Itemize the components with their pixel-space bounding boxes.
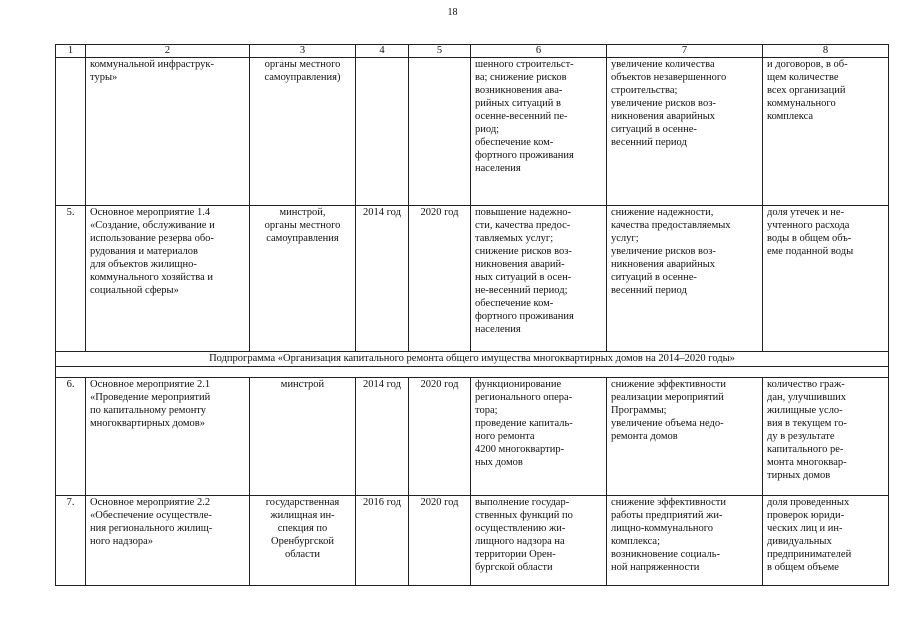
cell-line: коммунальной инфраструк- [90,59,214,70]
header-row [56,45,889,58]
cell-line: дивидуальных [767,536,832,547]
cell-line: рийных ситуаций в [475,98,561,109]
cell-line: проведение капиталь- [475,418,573,429]
cell-end-year [409,58,471,206]
cell-line: минстрой [280,379,325,390]
cell-number: 5. [56,206,86,352]
cell-line: ремонта домов [611,431,678,442]
cell-line: ва; снижение рисков [475,72,567,83]
cell-line: спекция по [277,523,328,534]
cell-line: воды в общем объ- [767,233,852,244]
cell-line: повышение надежно- [475,207,572,218]
cell-line: органы местного [264,59,341,70]
cell-indicator [763,58,889,206]
cell-line: ных домов [475,457,523,468]
cell-line: ния регионального жилищ- [90,523,213,534]
spacer-row [56,367,889,378]
cell-indicator [763,206,889,352]
cell-line: комплекса [767,111,814,122]
table-row [56,378,889,496]
cell-line: органы местного [264,220,341,231]
cell-indicator [763,378,889,496]
header-col-8: 8 [763,45,889,58]
header-col-5: 5 [409,45,471,58]
cell-indicator [763,496,889,586]
cell-line: самоуправления) [264,72,341,83]
cell-expected-result [471,58,607,206]
cell-line: ду в результате [767,431,835,442]
header-col-2: 2 [86,45,250,58]
cell-line: «Проведение мероприятий [90,392,211,403]
cell-activity [86,378,250,496]
cell-line: минстрой, [279,207,326,218]
cell-end-year: 2020 год [409,206,471,352]
cell-line: снижение рисков воз- [475,246,572,257]
cell-line: объектов незавершенного [611,72,727,83]
header-col-3: 3 [250,45,356,58]
cell-line: регионального опера- [475,392,573,403]
cell-executor [250,378,356,496]
cell-line: для объектов жилищно- [90,259,197,270]
cell-line: функционирование [475,379,562,390]
cell-line: ситуаций в осенне- [611,272,697,283]
cell-line: рудования и материалов [90,246,198,257]
cell-start-year: 2016 год [356,496,409,586]
cell-line: никновения аварий- [475,259,565,270]
cell-line: количество граж- [767,379,845,390]
cell-expected-result [471,206,607,352]
program-activities-table [55,44,889,586]
cell-line: бургской области [475,562,553,573]
cell-line: не-весенний период; [475,285,568,296]
cell-line: выполнение государ- [475,497,570,508]
header-col-4: 4 [356,45,409,58]
cell-line: дан, улучшивших [767,392,847,403]
cell-activity [86,206,250,352]
cell-line: обеспечение ком- [475,137,554,148]
table-row [56,58,889,206]
cell-line: самоуправления [266,233,339,244]
cell-end-year: 2020 год [409,496,471,586]
cell-line: снижение эффективности [611,379,726,390]
cell-consequences [607,496,763,586]
cell-line: никновения аварийных [611,259,716,270]
cell-line: доля утечек и не- [767,207,845,218]
cell-line: возникновение социаль- [611,549,720,560]
cell-consequences [607,378,763,496]
cell-line: реализации мероприятий [611,392,724,403]
cell-line: проверок юриди- [767,510,845,521]
cell-line: доля проведенных [767,497,850,508]
cell-line: всех организаций [767,85,846,96]
cell-number: 6. [56,378,86,496]
subprogram-title: Подпрограмма «Организация капитального ремонта общего имущества многоквартирных домов на 2014–2020 годы» [56,352,889,367]
cell-executor [250,58,356,206]
cell-line: Основное мероприятие 1.4 [90,207,211,218]
cell-line: лищно-коммунального [611,523,714,534]
spacer-cell [56,367,889,378]
cell-line: весенний период [611,285,687,296]
cell-line: жилищная ин- [270,510,335,521]
cell-line: комплекса; [611,536,660,547]
cell-line: 4200 многоквартир- [475,444,565,455]
cell-line: вия в текущем го- [767,418,847,429]
cell-line: по капитальному ремонту [90,405,207,416]
cell-line: ных ситуаций в осен- [475,272,572,283]
subprogram-row [56,352,889,367]
cell-number: 7. [56,496,86,586]
cell-line: использование резерва обо- [90,233,214,244]
cell-start-year: 2014 год [356,378,409,496]
cell-line: фортного проживания [475,311,574,322]
cell-line: качества предоставляемых [611,220,731,231]
cell-expected-result [471,496,607,586]
cell-line: снижение эффективности [611,497,726,508]
cell-line: населения [475,163,521,174]
cell-line: услуг; [611,233,639,244]
cell-line: еме поданной воды [767,246,854,257]
cell-activity [86,58,250,206]
cell-line: работы предприятий жи- [611,510,723,521]
cell-end-year: 2020 год [409,378,471,496]
cell-line: обеспечение ком- [475,298,554,309]
cell-line: ного надзора» [90,536,154,547]
cell-line: Основное мероприятие 2.2 [90,497,211,508]
cell-line: «Обеспечение осуществле- [90,510,212,521]
cell-line: шенного строительст- [475,59,574,70]
cell-line: государственная [265,497,340,508]
cell-line: осенне-весенний пе- [475,111,568,122]
cell-line: в общем объеме [767,562,839,573]
cell-line: щем количестве [767,72,839,83]
cell-executor [250,206,356,352]
cell-line: тирных домов [767,470,831,481]
cell-consequences [607,206,763,352]
cell-line: увеличение количества [611,59,715,70]
cell-number [56,58,86,206]
cell-line: туры» [90,72,118,83]
cell-line: предпринимателей [767,549,852,560]
cell-line: капитального ре- [767,444,844,455]
table-row [56,206,889,352]
cell-line: тавляемых услуг; [475,233,554,244]
cell-line: возникновения ава- [475,85,563,96]
cell-line: области [284,549,321,560]
cell-line: строительства; [611,85,678,96]
cell-line: территории Орен- [475,549,556,560]
cell-line: Оренбургской [271,536,334,547]
cell-expected-result [471,378,607,496]
cell-line: ческих лиц и ин- [767,523,843,534]
cell-line: и договоров, в об- [767,59,848,70]
cell-consequences [607,58,763,206]
cell-line: Основное мероприятие 2.1 [90,379,211,390]
header-col-7: 7 [607,45,763,58]
cell-line: тора; [475,405,498,416]
cell-line: ной напряженности [611,562,700,573]
cell-line: сти, качества предос- [475,220,571,231]
cell-line: коммунального [767,98,836,109]
cell-executor [250,496,356,586]
cell-line: риод; [475,124,500,135]
cell-line: фортного проживания [475,150,574,161]
cell-activity [86,496,250,586]
cell-line: населения [475,324,521,335]
cell-line: Программы; [611,405,667,416]
header-col-6: 6 [471,45,607,58]
cell-line: ственных функций по [475,510,573,521]
cell-line: многоквартирных домов» [90,418,206,429]
cell-line: жилищные усло- [767,405,843,416]
cell-line: коммунального хозяйства и [90,272,214,283]
cell-line: ного ремонта [475,431,535,442]
cell-line: осуществлению жи- [475,523,566,534]
cell-start-year: 2014 год [356,206,409,352]
cell-line: учтенного расхода [767,220,850,231]
cell-line: увеличение рисков воз- [611,98,716,109]
page-number: 18 [447,7,458,18]
header-col-1: 1 [56,45,86,58]
cell-line: социальной сферы» [90,285,179,296]
cell-line: лищного надзора на [475,536,565,547]
cell-line: «Создание, обслуживание и [90,220,215,231]
cell-start-year [356,58,409,206]
cell-line: увеличение рисков воз- [611,246,716,257]
cell-line: весенний период [611,137,687,148]
cell-line: снижение надежности, [611,207,714,218]
cell-line: никновения аварийных [611,111,716,122]
cell-line: увеличение объема недо- [611,418,724,429]
table-row [56,496,889,586]
cell-line: монта многоквар- [767,457,847,468]
cell-line: ситуаций в осенне- [611,124,697,135]
